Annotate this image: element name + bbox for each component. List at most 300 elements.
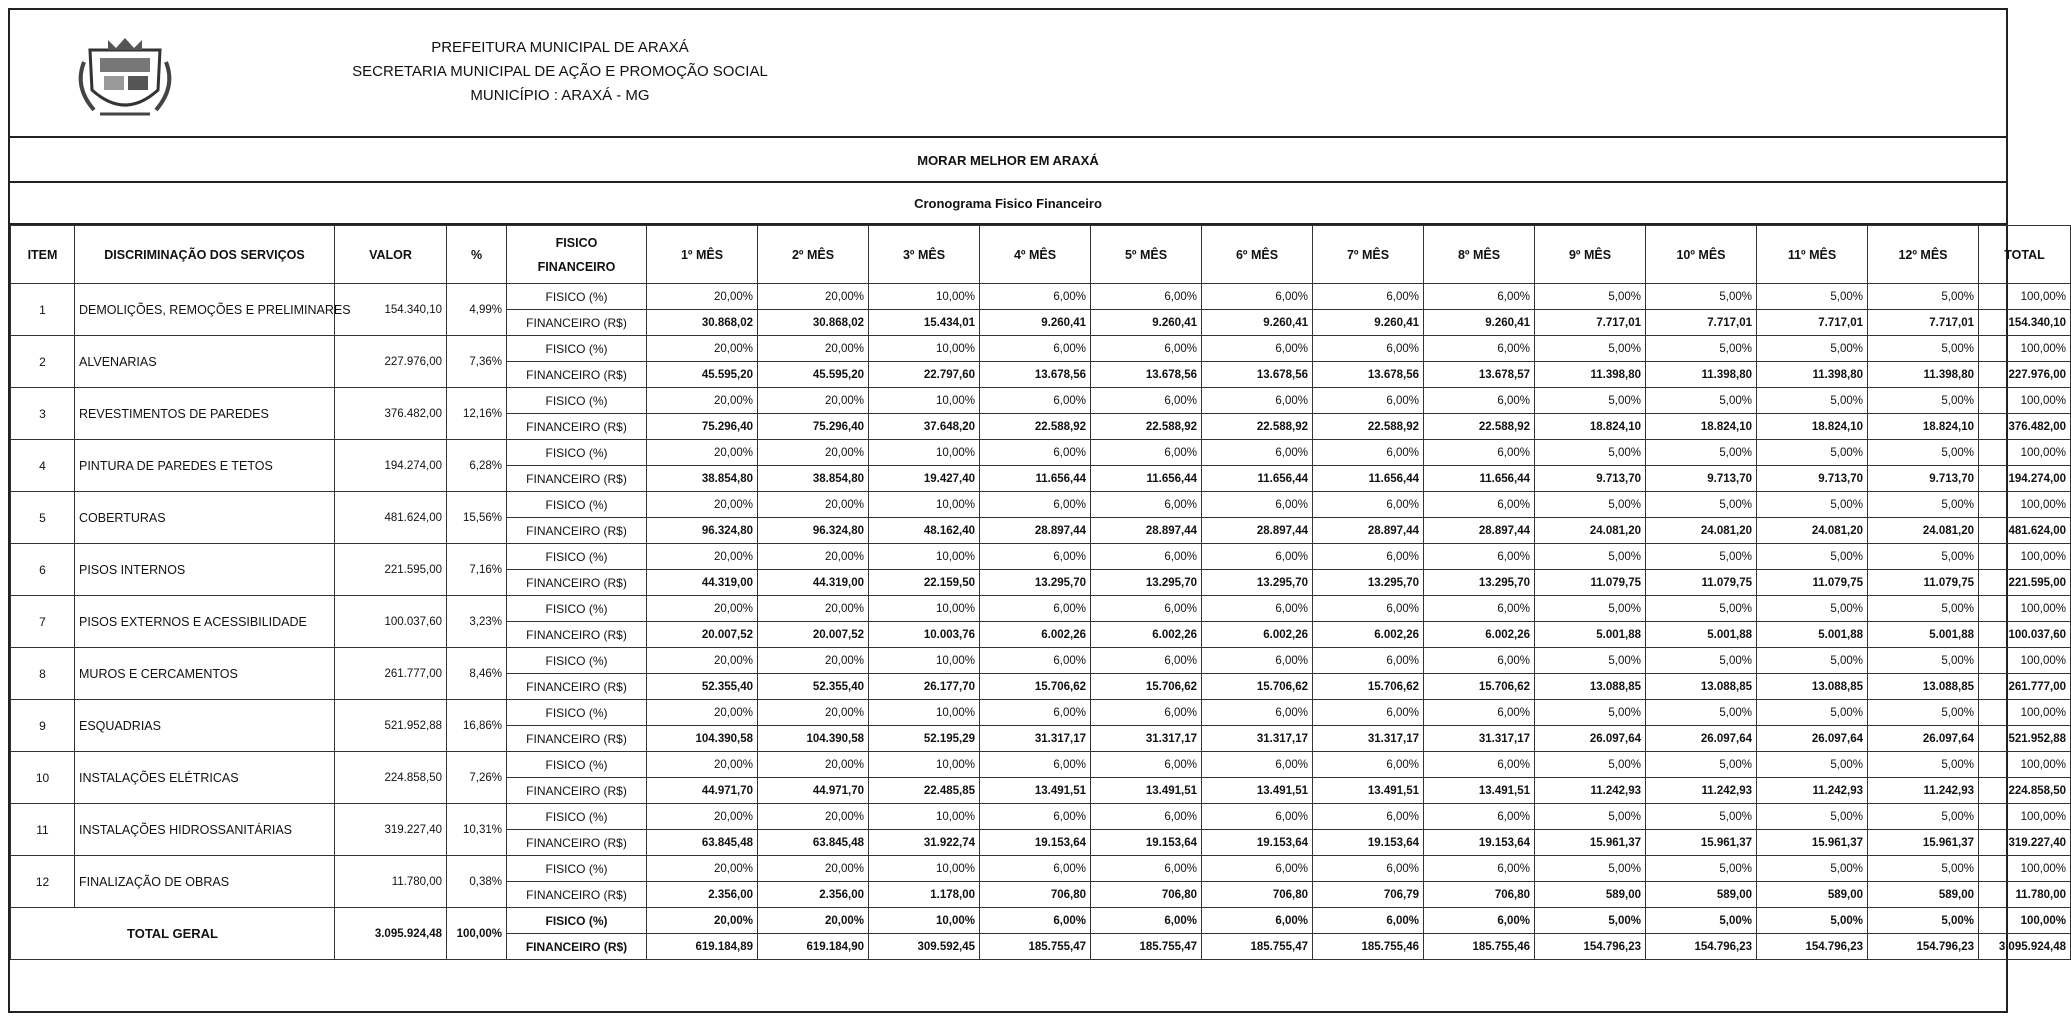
service-value: 154.340,10 <box>335 284 447 336</box>
fisico-value: 20,00% <box>647 336 758 362</box>
financeiro-value: 589,00 <box>1757 882 1868 908</box>
financeiro-value: 44.319,00 <box>758 570 869 596</box>
financeiro-value: 706,80 <box>1091 882 1202 908</box>
fisico-value: 6,00% <box>1313 544 1424 570</box>
financeiro-value: 11.398,80 <box>1868 362 1979 388</box>
fisico-value: 5,00% <box>1868 284 1979 310</box>
table-row <box>11 804 2071 830</box>
fisico-value: 5,00% <box>1646 648 1757 674</box>
fisico-value: 6,00% <box>1424 440 1535 466</box>
item-number: 2 <box>11 336 75 388</box>
fisico-value: 5,00% <box>1868 752 1979 778</box>
financeiro-value: 26.097,64 <box>1757 726 1868 752</box>
fisico-value: 6,00% <box>1424 544 1535 570</box>
fisico-value: 20,00% <box>758 596 869 622</box>
col-month-12: 12º MÊS <box>1868 226 1979 284</box>
fisico-value: 5,00% <box>1868 440 1979 466</box>
financeiro-value: 30.868,02 <box>758 310 869 336</box>
fisico-value: 5,00% <box>1646 336 1757 362</box>
service-percent: 15,56% <box>447 492 507 544</box>
fisico-value: 6,00% <box>1202 492 1313 518</box>
table-row <box>11 492 2071 518</box>
service-percent: 7,26% <box>447 752 507 804</box>
fisico-label: FISICO (%) <box>507 440 647 466</box>
fisico-value: 20,00% <box>647 648 758 674</box>
fisico-value: 5,00% <box>1535 856 1646 882</box>
financeiro-value: 9.713,70 <box>1757 466 1868 492</box>
fisico-value: 100,00% <box>1979 752 2071 778</box>
financeiro-value: 13.088,85 <box>1535 674 1646 700</box>
financeiro-value: 28.897,44 <box>1091 518 1202 544</box>
financeiro-value: 22.588,92 <box>1424 414 1535 440</box>
total-financeiro-value: 154.796,23 <box>1757 934 1868 960</box>
financeiro-value: 13.491,51 <box>1091 778 1202 804</box>
fisico-value: 5,00% <box>1868 492 1979 518</box>
financeiro-value: 45.595,20 <box>647 362 758 388</box>
financeiro-value: 19.153,64 <box>1313 830 1424 856</box>
fisico-value: 100,00% <box>1979 492 2071 518</box>
fisico-value: 5,00% <box>1535 388 1646 414</box>
financeiro-value: 227.976,00 <box>1979 362 2071 388</box>
fisico-value: 5,00% <box>1757 440 1868 466</box>
fisico-label: FISICO (%) <box>507 648 647 674</box>
fisico-value: 6,00% <box>1424 752 1535 778</box>
financeiro-value: 706,80 <box>1424 882 1535 908</box>
table-row <box>11 544 2071 570</box>
col-month-7: 7º MÊS <box>1313 226 1424 284</box>
fisico-value: 6,00% <box>1202 856 1313 882</box>
fisico-value: 5,00% <box>1646 596 1757 622</box>
financeiro-value: 13.491,51 <box>1313 778 1424 804</box>
col-month-8: 8º MÊS <box>1424 226 1535 284</box>
financeiro-value: 37.648,20 <box>869 414 980 440</box>
financeiro-value: 26.177,70 <box>869 674 980 700</box>
financeiro-value: 31.317,17 <box>980 726 1091 752</box>
financeiro-value: 706,80 <box>1202 882 1313 908</box>
fisico-value: 5,00% <box>1757 700 1868 726</box>
financeiro-value: 18.824,10 <box>1868 414 1979 440</box>
fisico-value: 20,00% <box>758 856 869 882</box>
fisico-value: 6,00% <box>980 700 1091 726</box>
fisico-value: 6,00% <box>1091 492 1202 518</box>
col-month-4: 4º MÊS <box>980 226 1091 284</box>
financeiro-value: 261.777,00 <box>1979 674 2071 700</box>
financeiro-value: 5.001,88 <box>1646 622 1757 648</box>
fisico-value: 5,00% <box>1646 388 1757 414</box>
fisico-label: FISICO (%) <box>507 596 647 622</box>
financeiro-value: 9.713,70 <box>1646 466 1757 492</box>
fisico-label: FISICO (%) <box>507 544 647 570</box>
service-description: PINTURA DE PAREDES E TETOS <box>75 440 335 492</box>
financeiro-value: 481.624,00 <box>1979 518 2071 544</box>
col-month-3: 3º MÊS <box>869 226 980 284</box>
financeiro-value: 154.340,10 <box>1979 310 2071 336</box>
financeiro-value: 11.079,75 <box>1535 570 1646 596</box>
fisico-value: 6,00% <box>980 336 1091 362</box>
financeiro-value: 28.897,44 <box>980 518 1091 544</box>
financeiro-value: 28.897,44 <box>1202 518 1313 544</box>
fisico-value: 6,00% <box>1202 752 1313 778</box>
total-fisico-value: 20,00% <box>758 908 869 934</box>
fisico-value: 6,00% <box>980 388 1091 414</box>
financeiro-value: 706,79 <box>1313 882 1424 908</box>
total-label: TOTAL GERAL <box>11 908 335 960</box>
total-fisico-value: 6,00% <box>1313 908 1424 934</box>
financeiro-value: 194.274,00 <box>1979 466 2071 492</box>
financeiro-value: 96.324,80 <box>758 518 869 544</box>
fisico-value: 10,00% <box>869 856 980 882</box>
fisico-value: 6,00% <box>1202 388 1313 414</box>
service-description: REVESTIMENTOS DE PAREDES <box>75 388 335 440</box>
service-description: MUROS E CERCAMENTOS <box>75 648 335 700</box>
financeiro-value: 22.588,92 <box>980 414 1091 440</box>
financeiro-value: 13.491,51 <box>1424 778 1535 804</box>
financeiro-value: 24.081,20 <box>1646 518 1757 544</box>
financeiro-value: 10.003,76 <box>869 622 980 648</box>
total-fisico-value: 6,00% <box>1202 908 1313 934</box>
fisico-value: 100,00% <box>1979 648 2071 674</box>
fisico-value: 5,00% <box>1535 804 1646 830</box>
col-total: TOTAL <box>1979 226 2071 284</box>
fisico-value: 5,00% <box>1535 596 1646 622</box>
fisico-value: 6,00% <box>980 440 1091 466</box>
financeiro-value: 22.485,85 <box>869 778 980 804</box>
fisico-value: 5,00% <box>1868 856 1979 882</box>
fisico-value: 20,00% <box>647 388 758 414</box>
service-value: 221.595,00 <box>335 544 447 596</box>
fisico-value: 20,00% <box>647 544 758 570</box>
financeiro-value: 15.706,62 <box>1313 674 1424 700</box>
financeiro-value: 44.971,70 <box>758 778 869 804</box>
fisico-value: 6,00% <box>980 544 1091 570</box>
fisico-value: 5,00% <box>1646 492 1757 518</box>
col-fisico-label: FISICO <box>555 235 598 250</box>
fisico-value: 5,00% <box>1757 388 1868 414</box>
service-value: 100.037,60 <box>335 596 447 648</box>
financeiro-label: FINANCEIRO (R$) <box>507 466 647 492</box>
header-line-municipio: MUNICÍPIO : ARAXÁ - MG <box>470 87 650 104</box>
financeiro-value: 1.178,00 <box>869 882 980 908</box>
fisico-value: 6,00% <box>1424 284 1535 310</box>
financeiro-value: 13.088,85 <box>1646 674 1757 700</box>
service-description: COBERTURAS <box>75 492 335 544</box>
financeiro-value: 52.355,40 <box>758 674 869 700</box>
fisico-value: 5,00% <box>1646 440 1757 466</box>
document-header <box>10 10 2006 138</box>
fisico-value: 6,00% <box>1313 440 1424 466</box>
table-row <box>11 596 2071 622</box>
financeiro-value: 11.242,93 <box>1868 778 1979 804</box>
fisico-value: 20,00% <box>647 856 758 882</box>
fisico-label: FISICO (%) <box>507 804 647 830</box>
fisico-value: 6,00% <box>1424 804 1535 830</box>
service-percent: 12,16% <box>447 388 507 440</box>
service-percent: 8,46% <box>447 648 507 700</box>
financeiro-value: 6.002,26 <box>1313 622 1424 648</box>
fisico-value: 6,00% <box>1202 336 1313 362</box>
financeiro-value: 13.678,56 <box>980 362 1091 388</box>
fisico-value: 5,00% <box>1868 700 1979 726</box>
financeiro-value: 19.153,64 <box>1202 830 1313 856</box>
total-fisico-value: 100,00% <box>1979 908 2071 934</box>
fisico-value: 5,00% <box>1646 544 1757 570</box>
total-financeiro-label: FINANCEIRO (R$) <box>507 934 647 960</box>
financeiro-value: 9.260,41 <box>980 310 1091 336</box>
financeiro-value: 24.081,20 <box>1868 518 1979 544</box>
fisico-value: 6,00% <box>1313 336 1424 362</box>
program-title: MORAR MELHOR EM ARAXÁ <box>10 138 2006 183</box>
financeiro-value: 13.491,51 <box>1202 778 1313 804</box>
service-percent: 7,16% <box>447 544 507 596</box>
fisico-value: 6,00% <box>980 856 1091 882</box>
item-number: 7 <box>11 596 75 648</box>
fisico-value: 5,00% <box>1757 648 1868 674</box>
financeiro-value: 5.001,88 <box>1868 622 1979 648</box>
total-fisico-value: 5,00% <box>1646 908 1757 934</box>
financeiro-value: 30.868,02 <box>647 310 758 336</box>
fisico-value: 5,00% <box>1646 804 1757 830</box>
financeiro-value: 38.854,80 <box>647 466 758 492</box>
fisico-value: 10,00% <box>869 388 980 414</box>
financeiro-value: 11.242,93 <box>1757 778 1868 804</box>
financeiro-value: 11.656,44 <box>980 466 1091 492</box>
service-percent: 6,28% <box>447 440 507 492</box>
col-month-5: 5º MÊS <box>1091 226 1202 284</box>
table-header-row <box>11 226 2071 284</box>
financeiro-value: 24.081,20 <box>1535 518 1646 544</box>
fisico-value: 20,00% <box>647 804 758 830</box>
fisico-value: 100,00% <box>1979 700 2071 726</box>
fisico-value: 6,00% <box>1424 388 1535 414</box>
fisico-value: 20,00% <box>758 492 869 518</box>
financeiro-value: 319.227,40 <box>1979 830 2071 856</box>
fisico-value: 6,00% <box>1091 440 1202 466</box>
service-description: DEMOLIÇÕES, REMOÇÕES E PRELIMINARES <box>75 284 335 336</box>
table-row <box>11 336 2071 362</box>
financeiro-value: 22.797,60 <box>869 362 980 388</box>
financeiro-value: 9.260,41 <box>1313 310 1424 336</box>
fisico-value: 6,00% <box>1313 284 1424 310</box>
financeiro-value: 28.897,44 <box>1424 518 1535 544</box>
financeiro-value: 52.195,29 <box>869 726 980 752</box>
col-month-10: 10º MÊS <box>1646 226 1757 284</box>
fisico-value: 5,00% <box>1646 752 1757 778</box>
item-number: 8 <box>11 648 75 700</box>
financeiro-value: 15.961,37 <box>1868 830 1979 856</box>
fisico-value: 6,00% <box>1091 388 1202 414</box>
financeiro-label: FINANCEIRO (R$) <box>507 726 647 752</box>
fisico-value: 10,00% <box>869 544 980 570</box>
financeiro-value: 13.295,70 <box>980 570 1091 596</box>
fisico-value: 5,00% <box>1535 544 1646 570</box>
fisico-value: 6,00% <box>1202 284 1313 310</box>
item-number: 9 <box>11 700 75 752</box>
fisico-value: 6,00% <box>1313 492 1424 518</box>
service-value: 481.624,00 <box>335 492 447 544</box>
fisico-value: 5,00% <box>1646 856 1757 882</box>
item-number: 10 <box>11 752 75 804</box>
fisico-value: 6,00% <box>980 648 1091 674</box>
financeiro-value: 13.295,70 <box>1424 570 1535 596</box>
financeiro-value: 38.854,80 <box>758 466 869 492</box>
financeiro-value: 13.295,70 <box>1202 570 1313 596</box>
financeiro-value: 11.398,80 <box>1535 362 1646 388</box>
fisico-value: 10,00% <box>869 596 980 622</box>
table-row <box>11 284 2071 310</box>
total-value: 3.095.924,48 <box>335 908 447 960</box>
financeiro-value: 11.656,44 <box>1202 466 1313 492</box>
fisico-value: 6,00% <box>1091 752 1202 778</box>
item-number: 1 <box>11 284 75 336</box>
service-percent: 0,38% <box>447 856 507 908</box>
financeiro-value: 44.319,00 <box>647 570 758 596</box>
fisico-value: 6,00% <box>1202 700 1313 726</box>
fisico-value: 5,00% <box>1535 700 1646 726</box>
financeiro-value: 24.081,20 <box>1757 518 1868 544</box>
fisico-value: 100,00% <box>1979 856 2071 882</box>
col-desc: DISCRIMINAÇÃO DOS SERVIÇOS <box>75 226 335 284</box>
financeiro-value: 7.717,01 <box>1535 310 1646 336</box>
financeiro-value: 26.097,64 <box>1646 726 1757 752</box>
financeiro-value: 52.355,40 <box>647 674 758 700</box>
total-financeiro-value: 154.796,23 <box>1868 934 1979 960</box>
financeiro-value: 26.097,64 <box>1868 726 1979 752</box>
total-financeiro-value: 185.755,47 <box>1091 934 1202 960</box>
item-number: 3 <box>11 388 75 440</box>
fisico-value: 6,00% <box>1202 440 1313 466</box>
financeiro-value: 44.971,70 <box>647 778 758 804</box>
fisico-value: 20,00% <box>647 492 758 518</box>
financeiro-value: 15.706,62 <box>1202 674 1313 700</box>
fisico-value: 5,00% <box>1868 648 1979 674</box>
fisico-value: 6,00% <box>1424 648 1535 674</box>
service-value: 521.952,88 <box>335 700 447 752</box>
financeiro-value: 15.706,62 <box>1424 674 1535 700</box>
financeiro-value: 18.824,10 <box>1646 414 1757 440</box>
fisico-value: 6,00% <box>1313 648 1424 674</box>
financeiro-value: 26.097,64 <box>1535 726 1646 752</box>
fisico-value: 100,00% <box>1979 544 2071 570</box>
financeiro-value: 19.153,64 <box>980 830 1091 856</box>
total-financeiro-value: 185.755,46 <box>1313 934 1424 960</box>
financeiro-value: 221.595,00 <box>1979 570 2071 596</box>
fisico-value: 5,00% <box>1535 752 1646 778</box>
item-number: 5 <box>11 492 75 544</box>
fisico-value: 10,00% <box>869 284 980 310</box>
financeiro-value: 13.295,70 <box>1091 570 1202 596</box>
municipal-coat-of-arms-icon <box>70 32 180 122</box>
financeiro-value: 13.088,85 <box>1757 674 1868 700</box>
financeiro-value: 589,00 <box>1535 882 1646 908</box>
financeiro-value: 31.317,17 <box>1424 726 1535 752</box>
total-financeiro-value: 309.592,45 <box>869 934 980 960</box>
financeiro-value: 7.717,01 <box>1646 310 1757 336</box>
financeiro-value: 15.434,01 <box>869 310 980 336</box>
total-fisico-value: 10,00% <box>869 908 980 934</box>
financeiro-value: 6.002,26 <box>1424 622 1535 648</box>
total-fisico-value: 5,00% <box>1535 908 1646 934</box>
financeiro-value: 48.162,40 <box>869 518 980 544</box>
total-financeiro-value: 154.796,23 <box>1646 934 1757 960</box>
financeiro-value: 6.002,26 <box>1091 622 1202 648</box>
fisico-value: 10,00% <box>869 440 980 466</box>
fisico-value: 10,00% <box>869 336 980 362</box>
financeiro-value: 31.317,17 <box>1202 726 1313 752</box>
col-item: ITEM <box>11 226 75 284</box>
header-line-secretaria: SECRETARIA MUNICIPAL DE AÇÃO E PROMOÇÃO SOCIAL <box>352 63 768 80</box>
financeiro-value: 7.717,01 <box>1757 310 1868 336</box>
financeiro-value: 11.656,44 <box>1424 466 1535 492</box>
item-number: 11 <box>11 804 75 856</box>
financeiro-value: 31.922,74 <box>869 830 980 856</box>
service-value: 319.227,40 <box>335 804 447 856</box>
fisico-value: 6,00% <box>1424 336 1535 362</box>
total-fisico-value: 20,00% <box>647 908 758 934</box>
service-description: ESQUADRIAS <box>75 700 335 752</box>
financeiro-value: 63.845,48 <box>647 830 758 856</box>
fisico-value: 6,00% <box>1091 544 1202 570</box>
financeiro-value: 7.717,01 <box>1868 310 1979 336</box>
financeiro-value: 19.153,64 <box>1424 830 1535 856</box>
fisico-value: 100,00% <box>1979 804 2071 830</box>
fisico-value: 10,00% <box>869 700 980 726</box>
service-description: INSTALAÇÕES ELÉTRICAS <box>75 752 335 804</box>
fisico-value: 20,00% <box>647 752 758 778</box>
fisico-label: FISICO (%) <box>507 336 647 362</box>
fisico-value: 20,00% <box>758 388 869 414</box>
financeiro-value: 9.260,41 <box>1091 310 1202 336</box>
fisico-value: 5,00% <box>1646 700 1757 726</box>
fisico-label: FISICO (%) <box>507 856 647 882</box>
fisico-label: FISICO (%) <box>507 492 647 518</box>
col-valor: VALOR <box>335 226 447 284</box>
fisico-value: 5,00% <box>1535 492 1646 518</box>
fisico-value: 5,00% <box>1535 284 1646 310</box>
table-row <box>11 648 2071 674</box>
fisico-value: 5,00% <box>1757 492 1868 518</box>
table-row <box>11 752 2071 778</box>
financeiro-value: 11.780,00 <box>1979 882 2071 908</box>
fisico-value: 6,00% <box>1202 804 1313 830</box>
schedule-title: Cronograma Fisico Financeiro <box>10 183 2006 225</box>
fisico-value: 6,00% <box>980 284 1091 310</box>
financeiro-value: 15.961,37 <box>1646 830 1757 856</box>
schedule-table <box>10 225 2071 960</box>
financeiro-value: 28.897,44 <box>1313 518 1424 544</box>
financeiro-label: FINANCEIRO (R$) <box>507 518 647 544</box>
fisico-value: 10,00% <box>869 492 980 518</box>
table-row <box>11 856 2071 882</box>
fisico-label: FISICO (%) <box>507 700 647 726</box>
financeiro-value: 13.678,56 <box>1202 362 1313 388</box>
fisico-label: FISICO (%) <box>507 284 647 310</box>
financeiro-value: 19.153,64 <box>1091 830 1202 856</box>
fisico-value: 6,00% <box>1091 700 1202 726</box>
fisico-value: 6,00% <box>1091 284 1202 310</box>
fisico-value: 20,00% <box>758 544 869 570</box>
financeiro-value: 224.858,50 <box>1979 778 2071 804</box>
item-number: 4 <box>11 440 75 492</box>
financeiro-label: FINANCEIRO (R$) <box>507 570 647 596</box>
fisico-value: 5,00% <box>1757 336 1868 362</box>
financeiro-value: 22.159,50 <box>869 570 980 596</box>
fisico-value: 6,00% <box>980 596 1091 622</box>
financeiro-value: 100.037,60 <box>1979 622 2071 648</box>
financeiro-value: 521.952,88 <box>1979 726 2071 752</box>
financeiro-value: 11.079,75 <box>1757 570 1868 596</box>
fisico-value: 6,00% <box>1424 856 1535 882</box>
fisico-value: 20,00% <box>647 284 758 310</box>
